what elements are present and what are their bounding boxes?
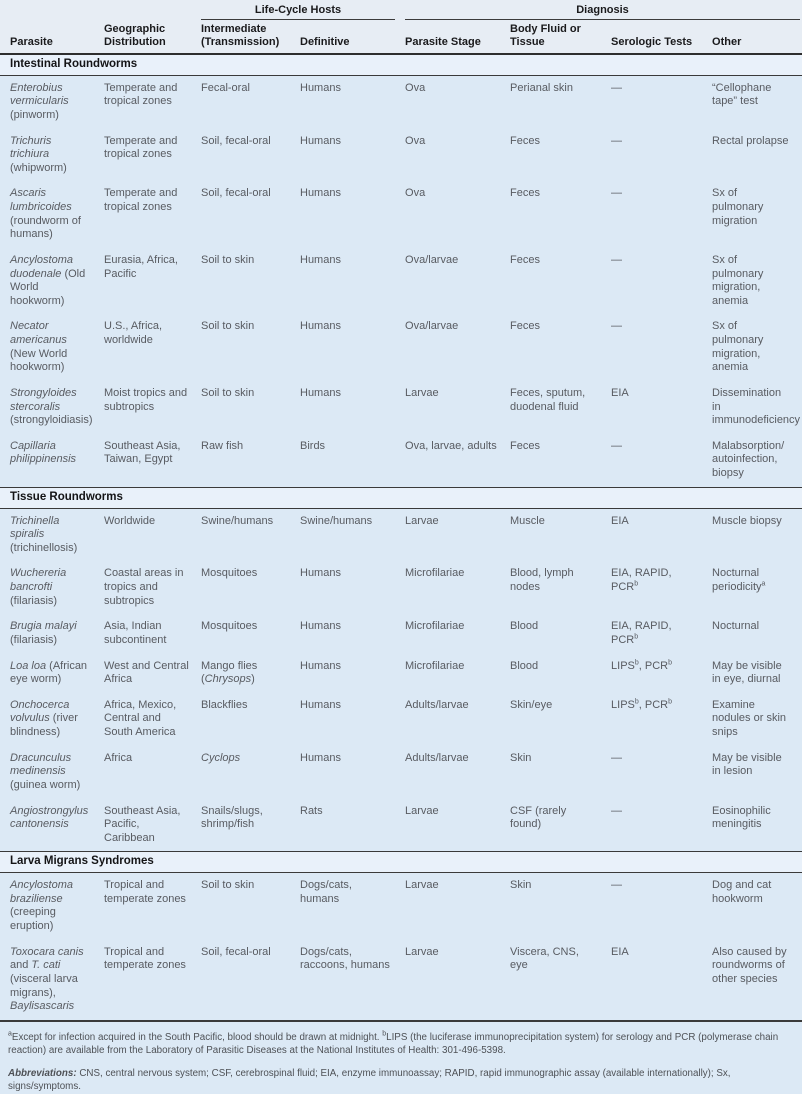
cell-parasite: Toxocara canis and T. cati (visceral larva migrans), Baylisascaris: [0, 940, 104, 1021]
cell-intermediate: Fecal-oral: [201, 75, 300, 128]
cell-serologic: LIPS$^b$, PCR$^b$: [611, 654, 712, 693]
cell-other: Rectal prolapse: [712, 129, 802, 182]
section-band: [0, 487, 802, 508]
cell-fluid: Skin: [510, 746, 611, 799]
cell-parasite: Loa loa (African eye worm): [0, 654, 104, 693]
table-row: [0, 508, 802, 561]
cell-parasite: Ancylostoma braziliense (creeping eruption): [0, 873, 104, 940]
cell-intermediate: Swine/humans: [201, 508, 300, 561]
cell-definitive: Humans: [300, 75, 405, 128]
column-header-body-fluid-or-tissue: Body Fluid or Tissue: [510, 20, 611, 54]
spanner-diagnosis: [405, 0, 802, 20]
cell-geo: Eurasia, Africa, Pacific: [104, 248, 201, 315]
cell-fluid: Feces: [510, 434, 611, 487]
table-row: [0, 873, 802, 940]
cell-other: “Cellophane tape” test: [712, 75, 802, 128]
cell-stage: Adults/larvae: [405, 746, 510, 799]
cell-fluid: Feces: [510, 248, 611, 315]
cell-geo: Tropical and temperate zones: [104, 940, 201, 1021]
cell-definitive: Humans: [300, 248, 405, 315]
table-row: [0, 314, 802, 381]
cell-definitive: Dogs/cats, raccoons, humans: [300, 940, 405, 1021]
cell-serologic: —: [611, 434, 712, 487]
cell-fluid: Skin/eye: [510, 693, 611, 746]
section-title: Tissue Roundworms: [0, 487, 802, 508]
cell-fluid: Muscle: [510, 508, 611, 561]
cell-serologic: LIPS$^b$, PCR$^b$: [611, 693, 712, 746]
cell-geo: West and Central Africa: [104, 654, 201, 693]
table-row: [0, 75, 802, 128]
cell-definitive: Humans: [300, 654, 405, 693]
cell-serologic: —: [611, 799, 712, 852]
cell-other: Dog and cat hookworm: [712, 873, 802, 940]
cell-other: Examine nodules or skin snips: [712, 693, 802, 746]
cell-parasite: Capillaria philippinensis: [0, 434, 104, 487]
cell-parasite: Ancylostoma duodenale (Old World hookworm): [0, 248, 104, 315]
cell-stage: Adults/larvae: [405, 693, 510, 746]
cell-definitive: Humans: [300, 314, 405, 381]
table-row: [0, 434, 802, 487]
cell-intermediate: Soil, fecal-oral: [201, 181, 300, 248]
cell-fluid: Skin: [510, 873, 611, 940]
table-row: [0, 561, 802, 614]
cell-definitive: Humans: [300, 561, 405, 614]
cell-geo: Coastal areas in tropics and subtropics: [104, 561, 201, 614]
cell-serologic: EIA, RAPID, PCR$^b$: [611, 561, 712, 614]
cell-other: Sx of pulmonary migration: [712, 181, 802, 248]
spanner-lifecycle-label: Life-Cycle Hosts: [201, 4, 395, 20]
footnotes: [0, 1022, 802, 1094]
cell-geo: U.S., Africa, worldwide: [104, 314, 201, 381]
cell-stage: Microfilariae: [405, 654, 510, 693]
cell-geo: Africa: [104, 746, 201, 799]
table-row: [0, 181, 802, 248]
cell-definitive: Humans: [300, 746, 405, 799]
cell-other: Nocturnal: [712, 614, 802, 653]
cell-stage: Ova/larvae: [405, 314, 510, 381]
cell-geo: Temperate and tropical zones: [104, 181, 201, 248]
cell-parasite: Brugia malayi (filariasis): [0, 614, 104, 653]
column-header-geographic-distribution: Geographic Distribution: [104, 20, 201, 54]
cell-stage: Ova: [405, 75, 510, 128]
section-title: Larva Migrans Syndromes: [0, 852, 802, 873]
cell-serologic: —: [611, 248, 712, 315]
cell-intermediate: Soil, fecal-oral: [201, 940, 300, 1021]
cell-stage: Larvae: [405, 799, 510, 852]
cell-definitive: Humans: [300, 693, 405, 746]
cell-intermediate: Blackflies: [201, 693, 300, 746]
cell-intermediate: Soil to skin: [201, 314, 300, 381]
cell-fluid: Perianal skin: [510, 75, 611, 128]
cell-serologic: EIA: [611, 381, 712, 434]
cell-parasite: Enterobius vermicularis (pinworm): [0, 75, 104, 128]
cell-fluid: Blood, lymph nodes: [510, 561, 611, 614]
cell-fluid: Feces: [510, 129, 611, 182]
cell-fluid: Feces: [510, 181, 611, 248]
section-band: [0, 54, 802, 75]
cell-serologic: —: [611, 873, 712, 940]
cell-definitive: Humans: [300, 181, 405, 248]
cell-intermediate: Mango flies (Chrysops): [201, 654, 300, 693]
cell-serologic: EIA: [611, 508, 712, 561]
cell-definitive: Humans: [300, 129, 405, 182]
cell-intermediate: Soil to skin: [201, 381, 300, 434]
cell-serologic: EIA, RAPID, PCR$^b$: [611, 614, 712, 653]
cell-stage: Microfilariae: [405, 561, 510, 614]
section-title: Intestinal Roundworms: [0, 54, 802, 75]
table-row: [0, 654, 802, 693]
column-header-parasite: Parasite: [0, 20, 104, 54]
cell-parasite: Strongyloides stercoralis (strongyloidiasis): [0, 381, 104, 434]
cell-definitive: Humans: [300, 381, 405, 434]
table-row: [0, 940, 802, 1021]
cell-stage: Microfilariae: [405, 614, 510, 653]
cell-geo: Africa, Mexico, Central and South America: [104, 693, 201, 746]
cell-serologic: —: [611, 181, 712, 248]
cell-other: Eosinophilic meningitis: [712, 799, 802, 852]
footnote-abbreviations: Abbreviations: CNS, central nervous system; CSF, cerebrospinal fluid; EIA, enzyme immunoassay; RAPID, rapid immunographic assay (available internationally); Sx, signs/symptoms.: [8, 1067, 731, 1093]
cell-intermediate: Soil to skin: [201, 248, 300, 315]
cell-parasite: Onchocerca volvulus (river blindness): [0, 693, 104, 746]
table-row: [0, 799, 802, 852]
cell-intermediate: Raw fish: [201, 434, 300, 487]
cell-stage: Ova: [405, 129, 510, 182]
cell-stage: Larvae: [405, 873, 510, 940]
cell-other: Sx of pulmonary migration, anemia: [712, 248, 802, 315]
cell-other: Muscle biopsy: [712, 508, 802, 561]
cell-parasite: Wuchereria bancrofti (filariasis): [0, 561, 104, 614]
cell-fluid: Viscera, CNS, eye: [510, 940, 611, 1021]
cell-fluid: Feces: [510, 314, 611, 381]
cell-definitive: Birds: [300, 434, 405, 487]
spanner-lifecycle-hosts: [201, 0, 405, 20]
cell-intermediate: Mosquitoes: [201, 561, 300, 614]
cell-stage: Larvae: [405, 940, 510, 1021]
cell-other: Sx of pulmonary migration, anemia: [712, 314, 802, 381]
cell-stage: Ova/larvae: [405, 248, 510, 315]
section-band: [0, 852, 802, 873]
table-row: [0, 746, 802, 799]
table-row: [0, 129, 802, 182]
column-header-parasite-stage: Parasite Stage: [405, 20, 510, 54]
cell-definitive: Rats: [300, 799, 405, 852]
table-header: [0, 0, 802, 54]
cell-geo: Moist tropics and subtropics: [104, 381, 201, 434]
cell-geo: Asia, Indian subcontinent: [104, 614, 201, 653]
table-row: [0, 614, 802, 653]
cell-parasite: Angiostrongylus cantonensis: [0, 799, 104, 852]
table-row: [0, 693, 802, 746]
spanner-diagnosis-label: Diagnosis: [405, 4, 800, 20]
cell-other: Also caused by roundworms of other species: [712, 940, 802, 1021]
cell-stage: Ova: [405, 181, 510, 248]
cell-stage: Larvae: [405, 508, 510, 561]
cell-intermediate: Soil to skin: [201, 873, 300, 940]
cell-other: Nocturnal periodicity$^a$: [712, 561, 802, 614]
column-header-intermediate: Intermediate (Transmission): [201, 20, 300, 54]
cell-geo: Southeast Asia, Taiwan, Egypt: [104, 434, 201, 487]
spanner-empty: [0, 0, 201, 20]
cell-intermediate: Cyclops: [201, 746, 300, 799]
cell-intermediate: Snails/slugs, shrimp/fish: [201, 799, 300, 852]
cell-parasite: Trichuris trichiura (whipworm): [0, 129, 104, 182]
cell-intermediate: Soil, fecal-oral: [201, 129, 300, 182]
column-header-serologic-tests: Serologic Tests: [611, 20, 712, 54]
column-header-definitive: Definitive: [300, 20, 405, 54]
cell-serologic: EIA: [611, 940, 712, 1021]
cell-serologic: —: [611, 314, 712, 381]
cell-serologic: —: [611, 746, 712, 799]
column-header-other: Other: [712, 20, 802, 54]
cell-other: May be visible in eye, diurnal: [712, 654, 802, 693]
table-body: [0, 54, 802, 1021]
cell-fluid: CSF (rarely found): [510, 799, 611, 852]
cell-serologic: —: [611, 75, 712, 128]
footnote-superscripts: $^a$Except for infection acquired in the South Pacific, blood should be drawn at midnight. $^b$LIPS (the luciferase immunoprecipitation system) for serology and PCR (polymerase chain reaction) are available from the Laboratory of Parasitic Diseases at the National Institutes of Health: 301-496-5398.: [8, 1030, 779, 1057]
table-row: [0, 381, 802, 434]
cell-geo: Temperate and tropical zones: [104, 75, 201, 128]
cell-other: Malabsorption/ autoinfection, biopsy: [712, 434, 802, 487]
cell-other: Dissemination in immunodeficiency: [712, 381, 802, 434]
cell-parasite: Necator americanus (New World hookworm): [0, 314, 104, 381]
cell-parasite: Dracunculus medinensis (guinea worm): [0, 746, 104, 799]
cell-geo: Worldwide: [104, 508, 201, 561]
cell-definitive: Humans: [300, 614, 405, 653]
cell-intermediate: Mosquitoes: [201, 614, 300, 653]
cell-geo: Southeast Asia, Pacific, Caribbean: [104, 799, 201, 852]
cell-fluid: Blood: [510, 654, 611, 693]
column-header-row: [0, 20, 802, 54]
cell-parasite: Ascaris lumbricoides (roundworm of humans): [0, 181, 104, 248]
cell-geo: Tropical and temperate zones: [104, 873, 201, 940]
cell-fluid: Feces, sputum, duodenal fluid: [510, 381, 611, 434]
cell-definitive: Swine/humans: [300, 508, 405, 561]
cell-definitive: Dogs/cats, humans: [300, 873, 405, 940]
cell-stage: Larvae: [405, 381, 510, 434]
spanner-row: [0, 0, 802, 20]
cell-other: May be visible in lesion: [712, 746, 802, 799]
cell-serologic: —: [611, 129, 712, 182]
table-row: [0, 248, 802, 315]
cell-parasite: Trichinella spiralis (trichinellosis): [0, 508, 104, 561]
cell-stage: Ova, larvae, adults: [405, 434, 510, 487]
cell-fluid: Blood: [510, 614, 611, 653]
cell-geo: Temperate and tropical zones: [104, 129, 201, 182]
